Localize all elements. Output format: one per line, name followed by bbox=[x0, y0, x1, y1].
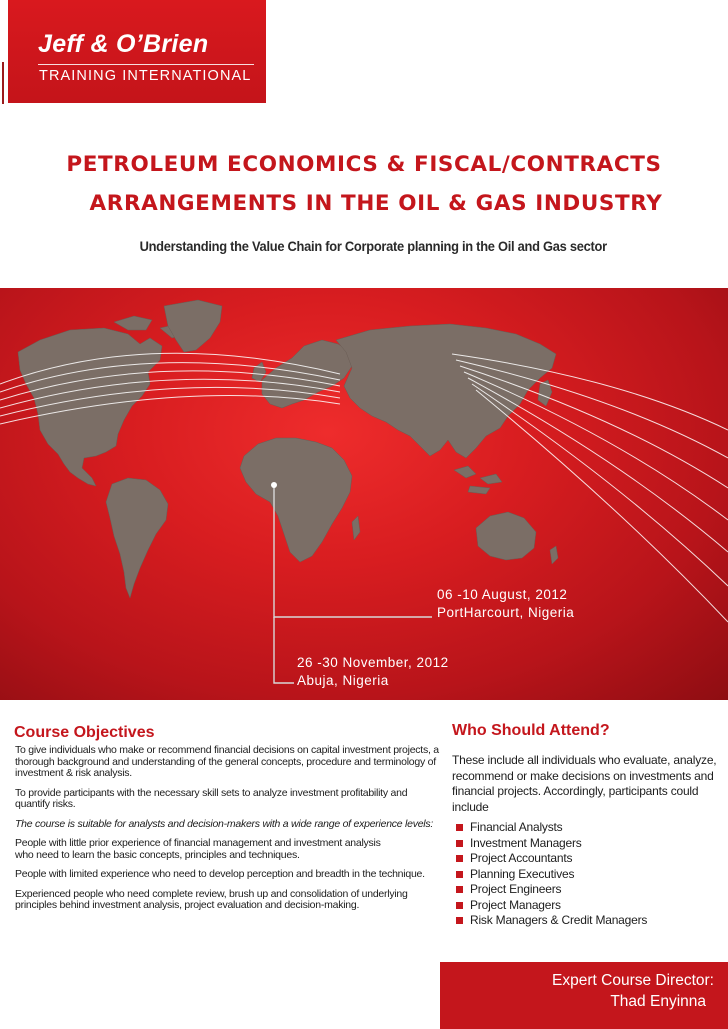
course-title-line-1: PETROLEUM ECONOMICS & FISCAL/CONTRACTS bbox=[66, 152, 662, 177]
list-item-label: Project Engineers bbox=[470, 882, 562, 896]
list-item-label: Investment Managers bbox=[470, 835, 582, 850]
company-logo bbox=[8, 0, 266, 103]
audience-list bbox=[452, 820, 722, 929]
continents bbox=[18, 300, 558, 598]
list-item-label: Project Accountants bbox=[470, 851, 573, 865]
madagascar-shape bbox=[352, 516, 360, 540]
course-director-name: Thad Enyinna bbox=[610, 993, 706, 1010]
objective-paragraph: The course is suitable for analysts and decision-makers with a wide range of experience levels: bbox=[15, 817, 434, 830]
southeast-asia-islands-shape bbox=[454, 466, 502, 494]
bullet-icon bbox=[456, 855, 463, 862]
course-title-line-2: ARRANGEMENTS IN THE OIL & GAS INDUSTRY bbox=[89, 191, 663, 216]
bullet-icon bbox=[456, 824, 463, 831]
greenland-shape bbox=[164, 300, 222, 352]
objective-paragraph: To provide participants with the necessary skill sets to analyze investment profitability and quantify risks. bbox=[15, 786, 408, 810]
south-america-shape bbox=[106, 478, 168, 598]
event-abuja bbox=[297, 654, 449, 690]
list-item bbox=[452, 882, 722, 898]
objective-paragraph: To give individuals who make or recommend financial decisions on capital investment projects, a thorough background and understanding of the general concepts, procedure and terminology of investment & risk analysis. bbox=[15, 744, 439, 779]
objective-paragraph: Experienced people who need complete review, brush up and consolidation of underlying principles behind investment analysis, project evaluation and decision-making. bbox=[15, 887, 408, 911]
bullet-icon bbox=[456, 886, 463, 893]
logo-name: Jeff & O’Brien bbox=[38, 30, 209, 58]
audience-intro: These include all individuals who evaluate, analyze, recommend or make decisions on investments and financial projects. Accordingly, participants could include bbox=[452, 753, 717, 814]
list-item-label: Planning Executives bbox=[470, 866, 575, 881]
event-date: 06 -10 August, 2012 bbox=[437, 587, 568, 602]
list-item bbox=[452, 898, 722, 914]
objective-paragraph: People with little prior experience of financial management and investment analysis who need to learn the basic concepts, principles and techniques. bbox=[15, 837, 381, 861]
list-item bbox=[452, 836, 722, 852]
course-director-banner bbox=[440, 962, 728, 1029]
bullet-icon bbox=[456, 917, 463, 924]
event-portharcourt bbox=[437, 586, 574, 622]
new-zealand-shape bbox=[550, 546, 558, 564]
callout-line-abuja bbox=[274, 617, 294, 683]
course-subtitle: Understanding the Value Chain for Corporate planning in the Oil and Gas sector bbox=[139, 238, 607, 254]
world-map-graphic bbox=[0, 288, 728, 700]
course-objectives-heading: Course Objectives bbox=[14, 724, 155, 741]
world-map-banner bbox=[0, 288, 728, 700]
list-item bbox=[452, 867, 722, 883]
event-date: 26 -30 November, 2012 bbox=[297, 655, 449, 670]
who-should-attend-heading: Who Should Attend? bbox=[452, 722, 610, 739]
africa-shape bbox=[240, 438, 352, 562]
australia-shape bbox=[476, 512, 536, 560]
bullet-icon bbox=[456, 871, 463, 878]
bullet-icon bbox=[456, 902, 463, 909]
list-item-label: Risk Managers & Credit Managers bbox=[470, 913, 648, 927]
location-marker-icon bbox=[271, 482, 277, 488]
course-director-label: Expert Course Director: bbox=[552, 972, 714, 989]
who-should-attend-section bbox=[452, 753, 722, 929]
asia-shape bbox=[336, 324, 556, 458]
course-objectives-text bbox=[15, 745, 441, 920]
edge-mark bbox=[2, 62, 4, 104]
event-location: PortHarcourt, Nigeria bbox=[437, 605, 575, 620]
list-item bbox=[452, 820, 722, 836]
bullet-icon bbox=[456, 840, 463, 847]
logo-divider bbox=[38, 64, 254, 65]
list-item-label: Project Managers bbox=[470, 897, 561, 912]
list-item bbox=[452, 913, 722, 929]
list-item bbox=[452, 851, 722, 867]
event-location: Abuja, Nigeria bbox=[297, 673, 389, 688]
logo-tagline: TRAINING INTERNATIONAL bbox=[39, 68, 252, 84]
objective-paragraph: People with limited experience who need to develop perception and breadth in the technique. bbox=[15, 868, 425, 880]
list-item-label: Financial Analysts bbox=[470, 820, 563, 834]
